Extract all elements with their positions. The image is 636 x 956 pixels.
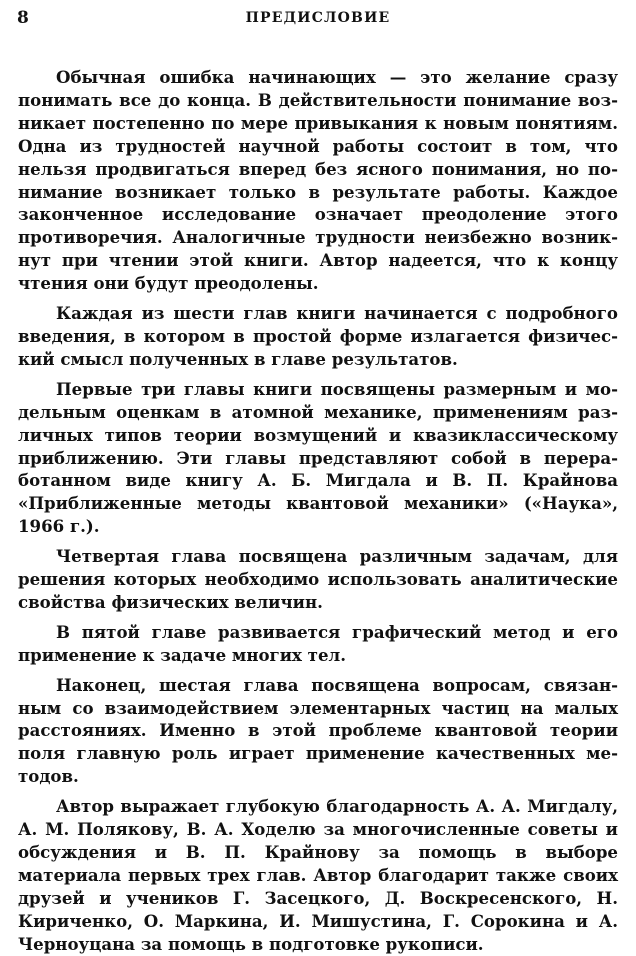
page-header (0, 6, 636, 32)
paragraph: Первые три главы книги посвящены размерным и модельным оценкам в атомной механике, применениям различных типов теории возмущений и квазиклассическому приближению. Эти главы представляют собой в переработанном виде книгу А. Б. Мигдала и В. П. Крайнова «Приближенные методы квантовой механики» («Наука», 1966 г.). (18, 378, 618, 537)
paragraph: Автор выражает глубокую благодарность А. А. Мигдалу, А. М. Полякову, В. А. Ходелю за многочисленные советы и обсуждения и В. П. Крайнову за помощь в выборе материала первых трех глав. Автор благодарит также своих друзей и учеников Г. Засецкого, Д. Воскресенского, Н. Кириченко, О. Маркина, И. Мишустина, Г. Сорокина и А. Черноуцана за помощь в подготовке рукописи. (18, 796, 618, 954)
paragraph: Каждая из шести глав книги начинается с подробного введения, в котором в простой форме излагается физический смысл полученных в главе результатов. (18, 303, 618, 369)
preface-body (18, 66, 618, 956)
running-head: ПРЕДИСЛОВИЕ (245, 10, 391, 26)
paragraph: В пятой главе развивается графический метод и его применение к задаче многих тел. (18, 621, 618, 665)
paragraph: Обычная ошибка начинающих — это желание сразу понимать все до конца. В действительности понимание возникает постепенно по мере привыкания к новым понятиям. Одна из трудностей научной работы состоит в том, что нельзя продвигаться вперед без ясного понимания, но понимание возникает только в результате работы. Каждое законченное исследование означает преодоление этого противоречия. Аналогичные трудности неизбежно возникнут при чтении этой книги. Автор надеется, что к концу чтения они будут преодолены. (18, 67, 618, 294)
page-number: 8 (17, 8, 30, 28)
paragraph: Наконец, шестая глава посвящена вопросам, связанным со взаимодействием элементарных частиц на малых расстояниях. Именно в этой проблеме квантовой теории поля главную роль играет применение качественных методов. (18, 674, 618, 787)
paragraph: Четвертая глава посвящена различным задачам, для решения которых необходимо использовать аналитические свойства физических величин. (18, 546, 618, 612)
